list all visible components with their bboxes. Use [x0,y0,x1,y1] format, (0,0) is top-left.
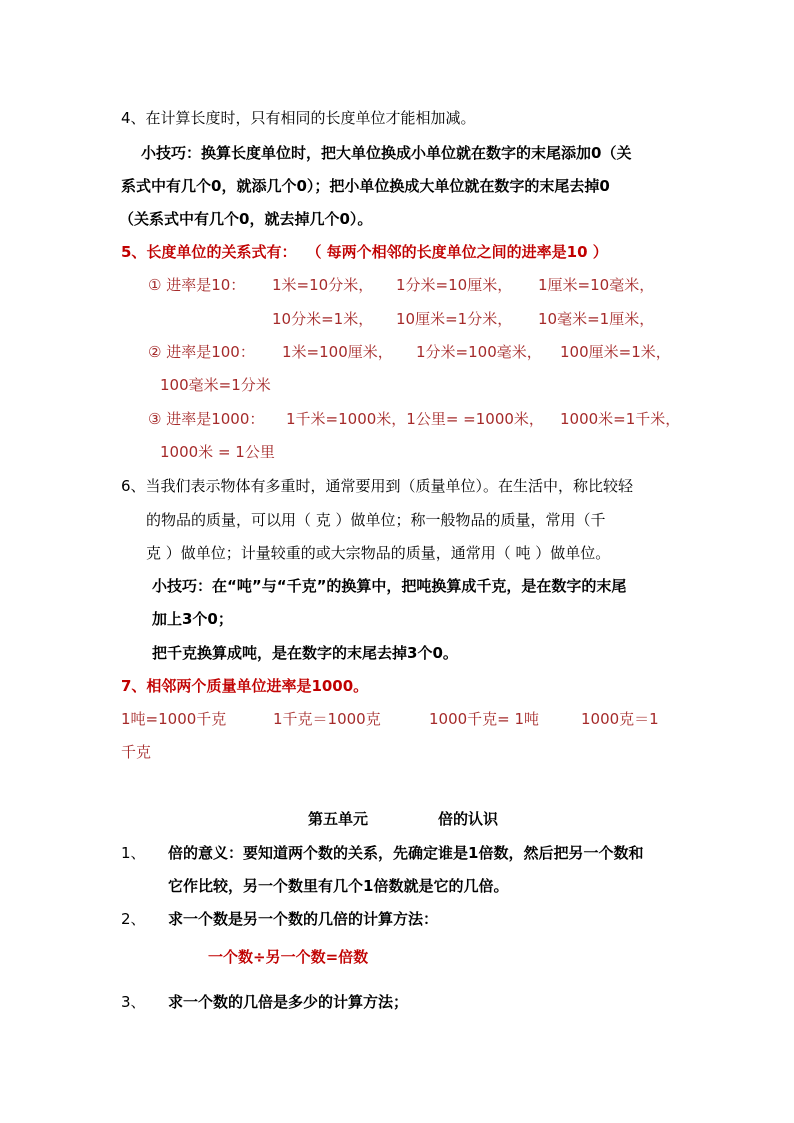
rate1000-b1: 1000米 = 1公里 [160,443,275,461]
rate100-a2: 1分米=100毫米， [416,343,542,361]
item6-tip-line3: 把千克换算成吨，是在数字的末尾去掉3个0。 [152,644,458,662]
rate10-a3: 1厘米=10毫米， [538,276,655,294]
rate1000-label: ③ 进率是1000： [148,410,265,428]
unit5-title-unit: 第五单元 [308,810,369,828]
item4-line1: 4、在计算长度时，只有相同的长度单位才能相加减。 [121,109,476,127]
rate100-b1: 100毫米=1分米 [160,376,271,394]
unit5-item1-line1: 倍的意义：要知道两个数的关系，先确定谁是1倍数，然后把另一个数和 [168,844,644,862]
item6-tip-line1: 小技巧：在“吨”与“千克”的换算中，把吨换算成千克，是在数字的末尾 [152,577,627,595]
rate100-label: ② 进率是100： [148,343,255,361]
unit5-item2-line1: 求一个数是另一个数的几倍的计算方法： [168,910,439,928]
item7-formula4: 1000克＝1 [581,710,659,728]
item7-formulas [121,709,681,729]
rate100-row1 [148,342,708,362]
rate1000-a2: 1000米=1千米， [560,410,681,428]
rate10-b3: 10毫米=1厘米， [538,310,655,328]
rate10-b1: 10分米=1米， [272,310,374,328]
rate10-row2 [272,309,692,329]
item7-formula4-cont: 千克 [121,743,152,761]
item4-tip-line2: 系式中有几个0，就添几个0）；把小单位换成大单位就在数字的末尾去掉0 [121,177,610,195]
rate1000-a1: 1千米=1000米，1公里= =1000米， [286,410,544,428]
item6-line3: 克 ）做单位；计量较重的或大宗物品的质量，通常用（ 吨 ）做单位。 [146,544,611,562]
rate10-row1 [148,275,708,295]
item4-tip-line1: 小技巧：换算长度单位时，把大单位换成小单位就在数字的末尾添加0（关 [141,144,632,162]
rate10-a1: 1米=10分米， [272,276,374,294]
unit5-item1-number: 1、 [121,844,146,862]
unit5-item1-line2: 它作比较，另一个数里有几个1倍数就是它的几倍。 [168,877,509,895]
rate1000-row1 [148,409,708,429]
item7-formula1: 1吨=1000千克 [121,710,227,728]
rate10-a2: 1分米=10厘米， [396,276,513,294]
item7-heading: 7、相邻两个质量单位进率是1000。 [121,677,369,695]
item4-tip-line3: （关系式中有几个0，就去掉几个0）。 [119,210,373,228]
item7-formula3: 1000千克= 1吨 [429,710,540,728]
unit5-item2-formula: 一个数÷另一个数=倍数 [208,948,369,966]
item5-heading [121,242,608,262]
item6-line2: 的物品的质量，可以用（ 克 ）做单位；称一般物品的质量，常用（千 [146,511,606,529]
item6-tip-line2: 加上3个0； [152,610,233,628]
unit5-item3-line1: 求一个数的几倍是多少的计算方法； [168,993,409,1011]
rate100-a3: 100厘米=1米， [560,343,671,361]
rate100-a1: 1米=100厘米， [282,343,393,361]
unit5-title [308,809,568,829]
item6-line1: 6、当我们表示物体有多重时，通常要用到（质量单位）。在生活中，称比较轻 [121,477,634,495]
item5-heading-main: 5、长度单位的关系式有： [121,243,297,261]
rate10-label: ① 进率是10： [148,276,246,294]
unit5-item3-number: 3、 [121,993,146,1011]
item7-formula2: 1千克＝1000克 [273,710,381,728]
rate10-b2: 10厘米=1分米， [396,310,513,328]
item5-heading-note: （ 每两个相邻的长度单位之间的进率是10 ） [306,243,608,261]
unit5-item2-number: 2、 [121,910,146,928]
unit5-title-topic: 倍的认识 [438,810,499,828]
